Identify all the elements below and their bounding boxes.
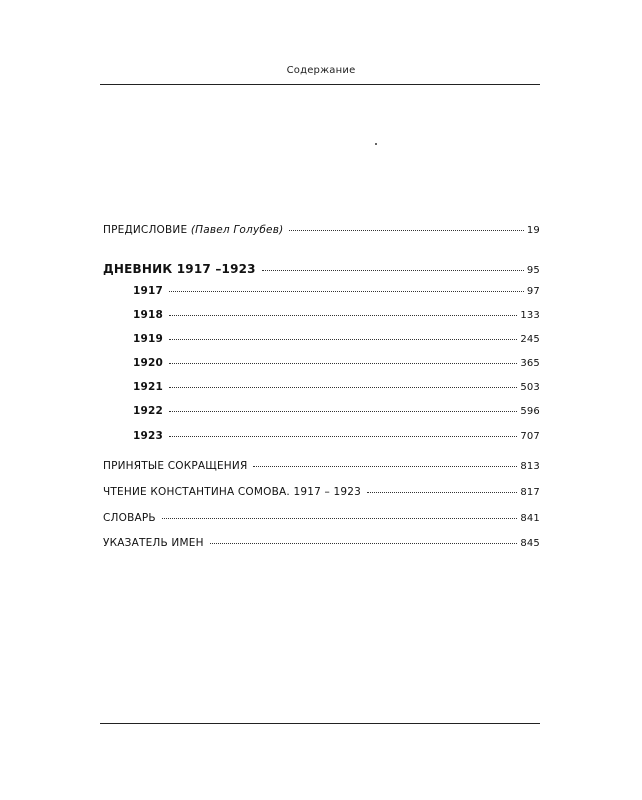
toc-leader-dots <box>169 291 524 292</box>
toc-entry-year[interactable] <box>133 357 540 369</box>
toc-leader-dots <box>169 363 517 364</box>
toc-entry-index[interactable] <box>103 537 540 549</box>
toc-entry-title: ЧТЕНИЕ КОНСТАНТИНА СОМОВА. 1917 – 1923 <box>103 486 362 498</box>
header-rule <box>100 84 540 85</box>
toc-page-number: 365 <box>520 358 540 369</box>
footer-rule <box>100 723 540 724</box>
toc-leader-dots <box>169 411 517 412</box>
toc-leader-dots <box>162 518 517 519</box>
toc-entry-year[interactable] <box>133 285 540 297</box>
toc-leader-dots <box>210 543 518 544</box>
toc-page-number: 133 <box>520 310 540 321</box>
toc-entry-title: ПРЕДИСЛОВИЕ (Павел Голубев) <box>103 224 284 236</box>
toc-leader-dots <box>367 492 517 493</box>
toc-entry-year[interactable] <box>133 430 540 442</box>
toc-leader-dots <box>253 466 517 467</box>
toc-page-number: 845 <box>520 538 540 549</box>
toc-entry-title: УКАЗАТЕЛЬ ИМЕН <box>103 537 204 549</box>
toc-entry-title: 1921 <box>133 381 164 393</box>
toc-entry-title: 1923 <box>133 430 164 442</box>
toc-page-number: 97 <box>526 286 540 297</box>
toc-leader-dots <box>289 230 523 231</box>
toc-entry-abbreviations[interactable] <box>103 460 540 472</box>
toc-page-number: 19 <box>526 225 540 236</box>
toc-page-number: 813 <box>520 461 540 472</box>
toc-page-number: 841 <box>520 513 540 524</box>
toc-entry-year[interactable] <box>133 333 540 345</box>
toc-leader-dots <box>169 387 517 388</box>
toc-entry-glossary[interactable] <box>103 512 540 524</box>
toc-page-number: 707 <box>520 431 540 442</box>
toc-entry-title: 1918 <box>133 309 164 321</box>
toc-entry-year[interactable] <box>133 405 540 417</box>
toc-entry-title: ДНЕВНИК 1917 –1923 <box>103 262 256 276</box>
toc-entry-title: 1917 <box>133 285 164 297</box>
toc-entry-preface[interactable] <box>103 224 540 236</box>
toc-page-number: 596 <box>520 406 540 417</box>
toc-leader-dots <box>169 339 517 340</box>
print-speck <box>375 143 377 145</box>
toc-entry-title: СЛОВАРЬ <box>103 512 156 524</box>
toc-entry-title: 1919 <box>133 333 164 345</box>
toc-entry-title: ПРИНЯТЫЕ СОКРАЩЕНИЯ <box>103 460 248 472</box>
toc-entry-diary[interactable] <box>103 262 540 276</box>
toc-entry-title: 1922 <box>133 405 164 417</box>
toc-page-number: 245 <box>520 334 540 345</box>
toc-leader-dots <box>169 436 517 437</box>
toc-page-number: 503 <box>520 382 540 393</box>
toc-entry-title: 1920 <box>133 357 164 369</box>
toc-entry-year[interactable] <box>133 309 540 321</box>
toc-entry-author: (Павел Голубев) <box>190 224 284 236</box>
toc-leader-dots <box>169 315 517 316</box>
toc-leader-dots <box>262 270 524 271</box>
toc-entry-reading[interactable] <box>103 486 540 498</box>
toc-page-number: 95 <box>526 265 540 276</box>
running-head: Содержание <box>286 65 356 76</box>
toc-page-number: 817 <box>520 487 540 498</box>
toc-entry-year[interactable] <box>133 381 540 393</box>
